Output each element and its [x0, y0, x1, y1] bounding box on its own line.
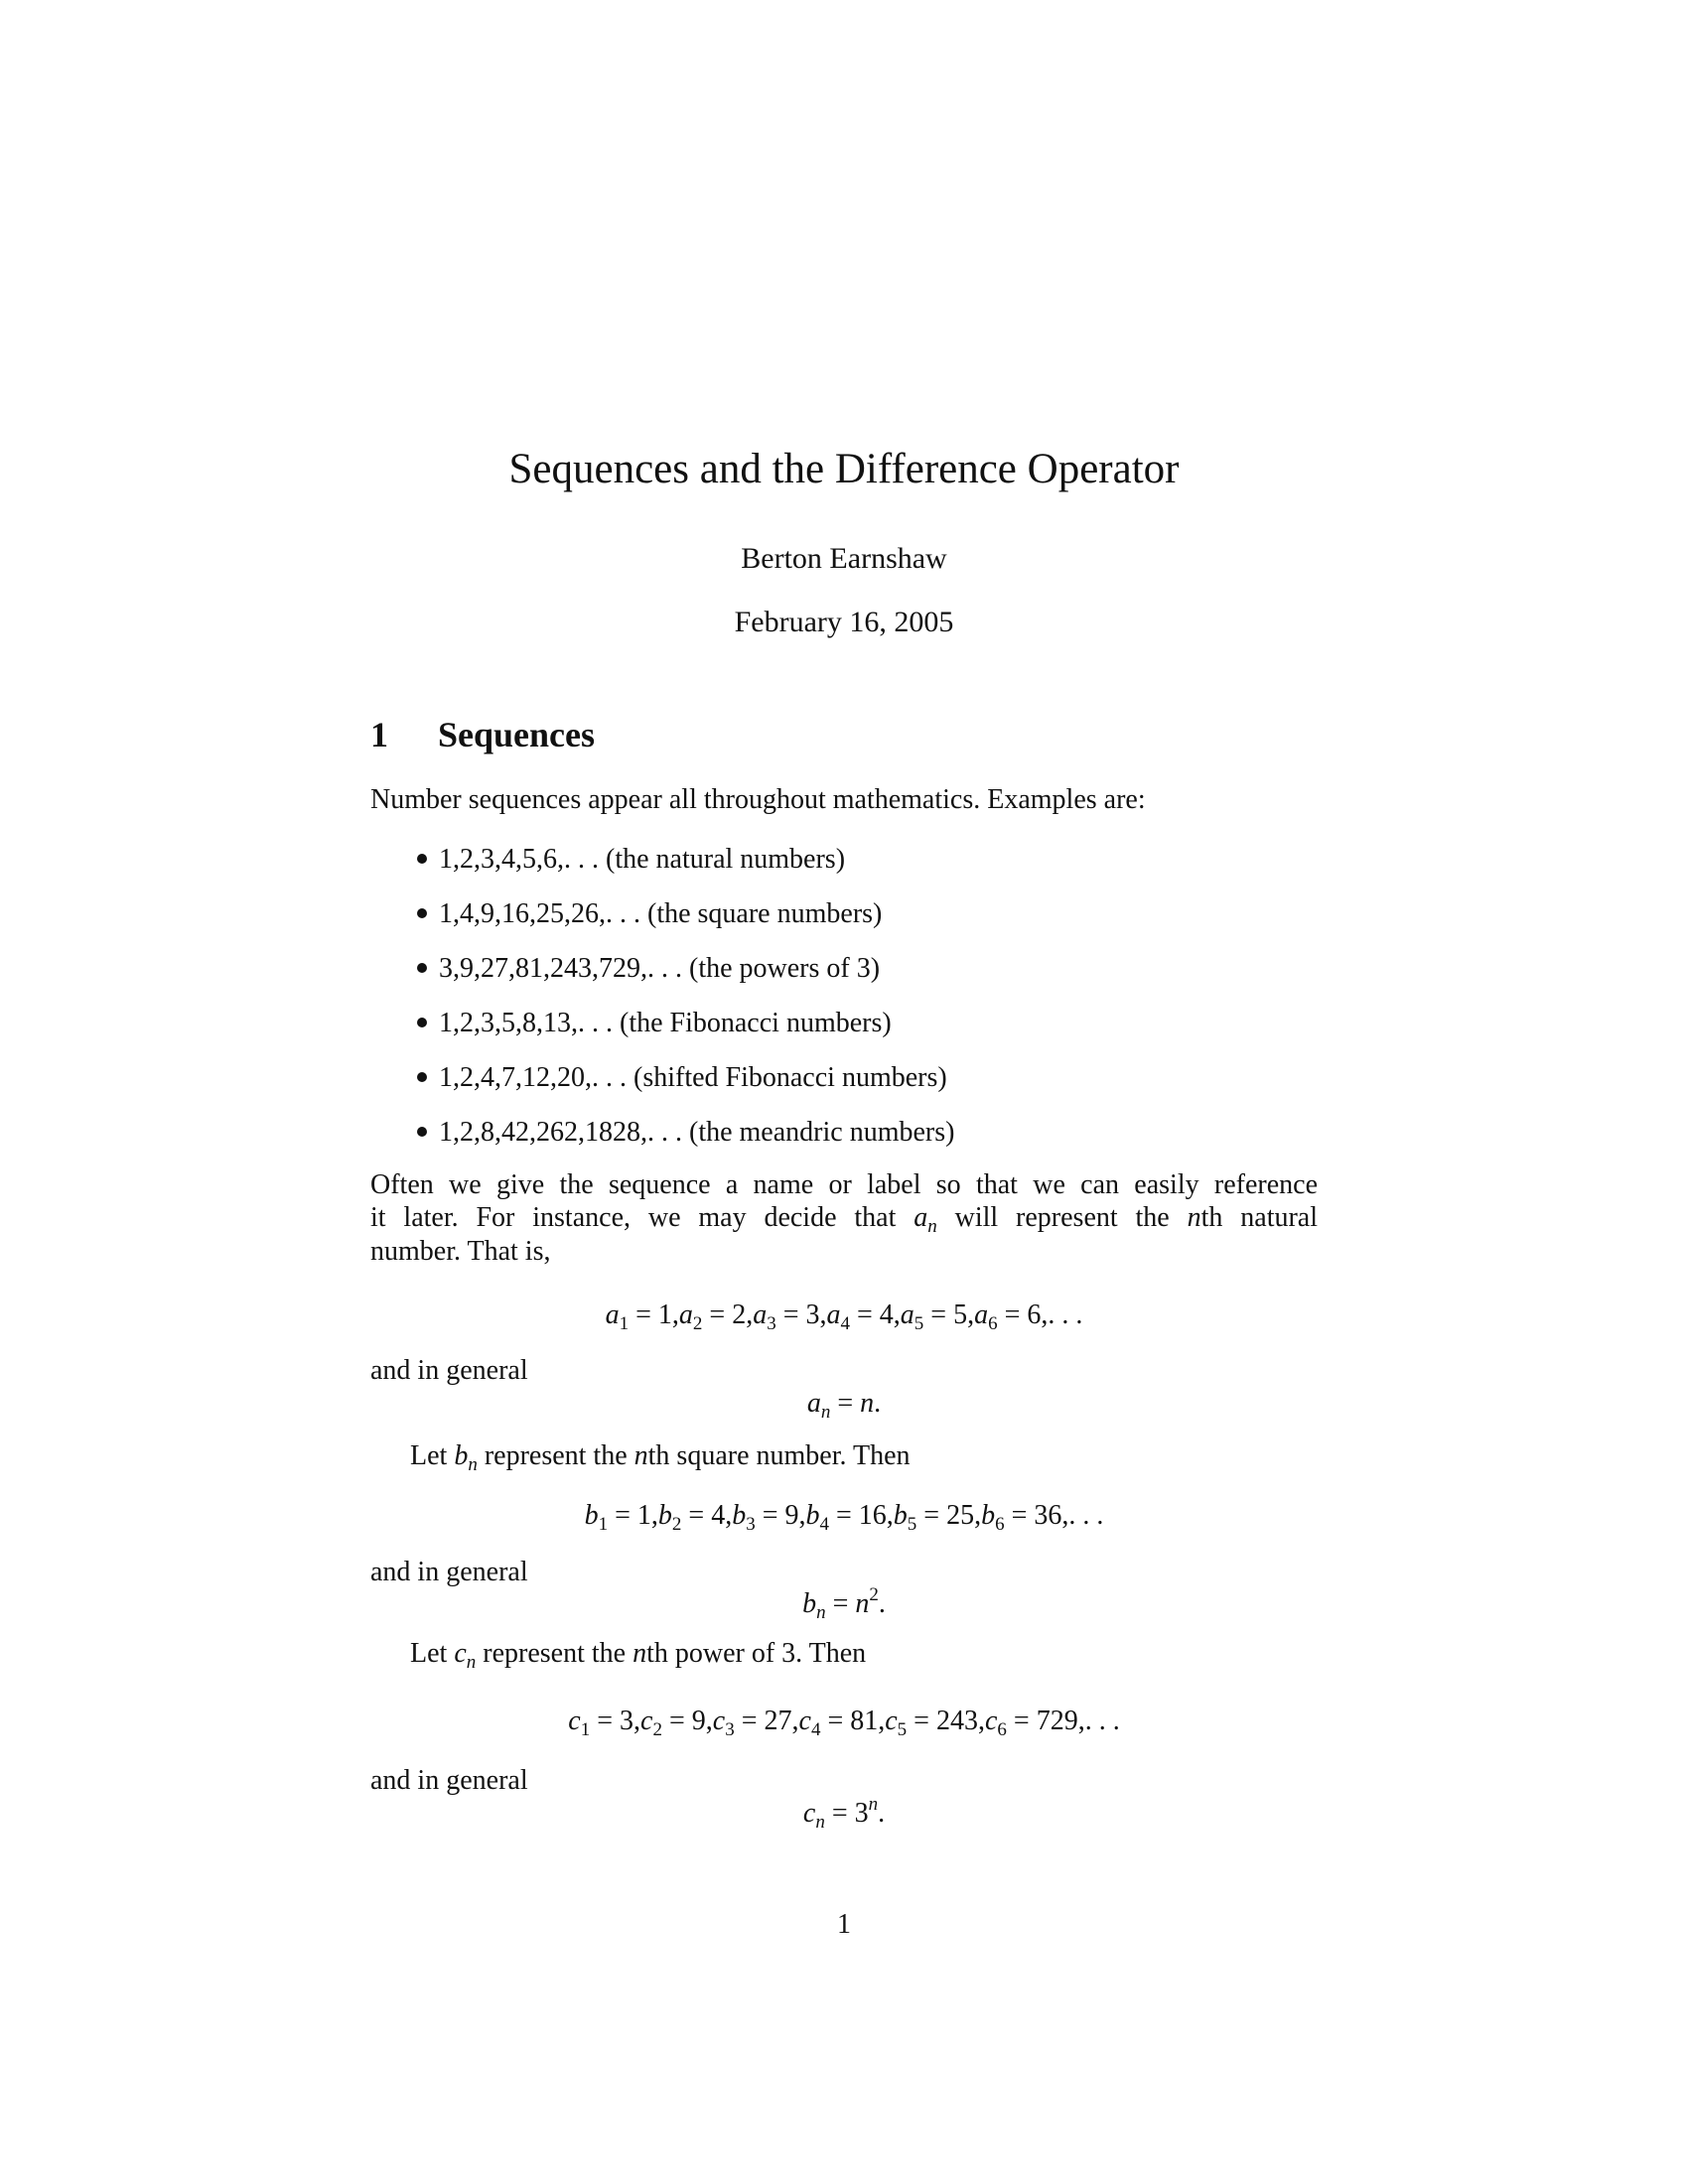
- publication-date: February 16, 2005: [734, 606, 954, 638]
- bullet-icon: [417, 854, 427, 864]
- list-item: [417, 1119, 954, 1147]
- list-item: [417, 1064, 947, 1092]
- let-b-sentence: Let $b_n$ represent the nth square number. Then: [410, 1440, 911, 1475]
- sequence-label: (the square numbers): [640, 898, 883, 929]
- bullet-icon: [417, 908, 427, 918]
- sequence-label: (the meandric numbers): [682, 1117, 955, 1148]
- bullet-icon: [417, 963, 427, 973]
- bullet-icon: [417, 1018, 427, 1027]
- sequence-values: 1,2,4,7,12,20,. . .: [439, 1062, 627, 1093]
- sequence-values: 1,2,8,42,262,1828,. . .: [439, 1117, 682, 1148]
- sequence-values: 3,9,27,81,243,729,. . .: [439, 953, 682, 984]
- section-number: 1: [370, 715, 388, 754]
- paragraph-line-3: number. That is,: [370, 1236, 551, 1267]
- section-heading: [370, 717, 595, 752]
- list-item: [417, 900, 882, 928]
- sequence-label: (the natural numbers): [599, 844, 846, 875]
- page-number: 1: [837, 1909, 851, 1940]
- bullet-icon: [417, 1127, 427, 1137]
- equation-b-sequence: $b_1 = 1,b_2 = 4,b_3 = 9,b_4 = 16,b_5 = 25,b_6 = 36$,. . .: [584, 1500, 1104, 1535]
- paper-title: Sequences and the Difference Operator: [508, 446, 1180, 492]
- equation-a-general: $a_n = n$.: [806, 1388, 882, 1423]
- equation-c-general: $c_n = 3^n$.: [802, 1794, 886, 1833]
- sequence-label: (shifted Fibonacci numbers): [627, 1062, 947, 1093]
- and-in-general-b: and in general: [370, 1557, 528, 1587]
- list-item: [417, 846, 845, 874]
- list-item: [417, 1010, 892, 1037]
- equation-c-sequence: $c_1 = 3,c_2 = 9,c_3 = 27,c_4 = 81,c_5 = 243,c_6 = 729$,. . .: [568, 1706, 1120, 1740]
- let-c-sentence: Let $c_n$ represent the nth power of 3. Then: [410, 1638, 867, 1673]
- list-item: [417, 955, 880, 983]
- bullet-icon: [417, 1072, 427, 1082]
- equation-a-sequence: $a_1 = 1,a_2 = 2,a_3 = 3,a_4 = 4,a_5 = 5,a_6 = 6$,. . .: [605, 1299, 1083, 1334]
- author-name: Berton Earnshaw: [741, 542, 947, 575]
- section-title: Sequences: [438, 715, 596, 754]
- sequence-label: (the Fibonacci numbers): [613, 1008, 892, 1038]
- and-in-general-c: and in general: [370, 1765, 528, 1796]
- paragraph-line-1: Often we give the sequence a name or label so that we can easily reference: [370, 1169, 1318, 1200]
- sequence-label: (the powers of 3): [682, 953, 881, 984]
- sequence-values: 1,4,9,16,25,26,. . .: [439, 898, 640, 929]
- equation-b-general: $b_n = n^2$.: [802, 1584, 886, 1623]
- paragraph-line-2: it later. For instance, we may decide that $a_n$ will represent the nth natural: [370, 1202, 1319, 1237]
- intro-text: Number sequences appear all throughout mathematics. Examples are:: [370, 784, 1146, 815]
- sequence-values: 1,2,3,5,8,13,. . .: [439, 1008, 613, 1038]
- sequence-values: 1,2,3,4,5,6,. . .: [439, 844, 599, 875]
- and-in-general-a: and in general: [370, 1355, 528, 1386]
